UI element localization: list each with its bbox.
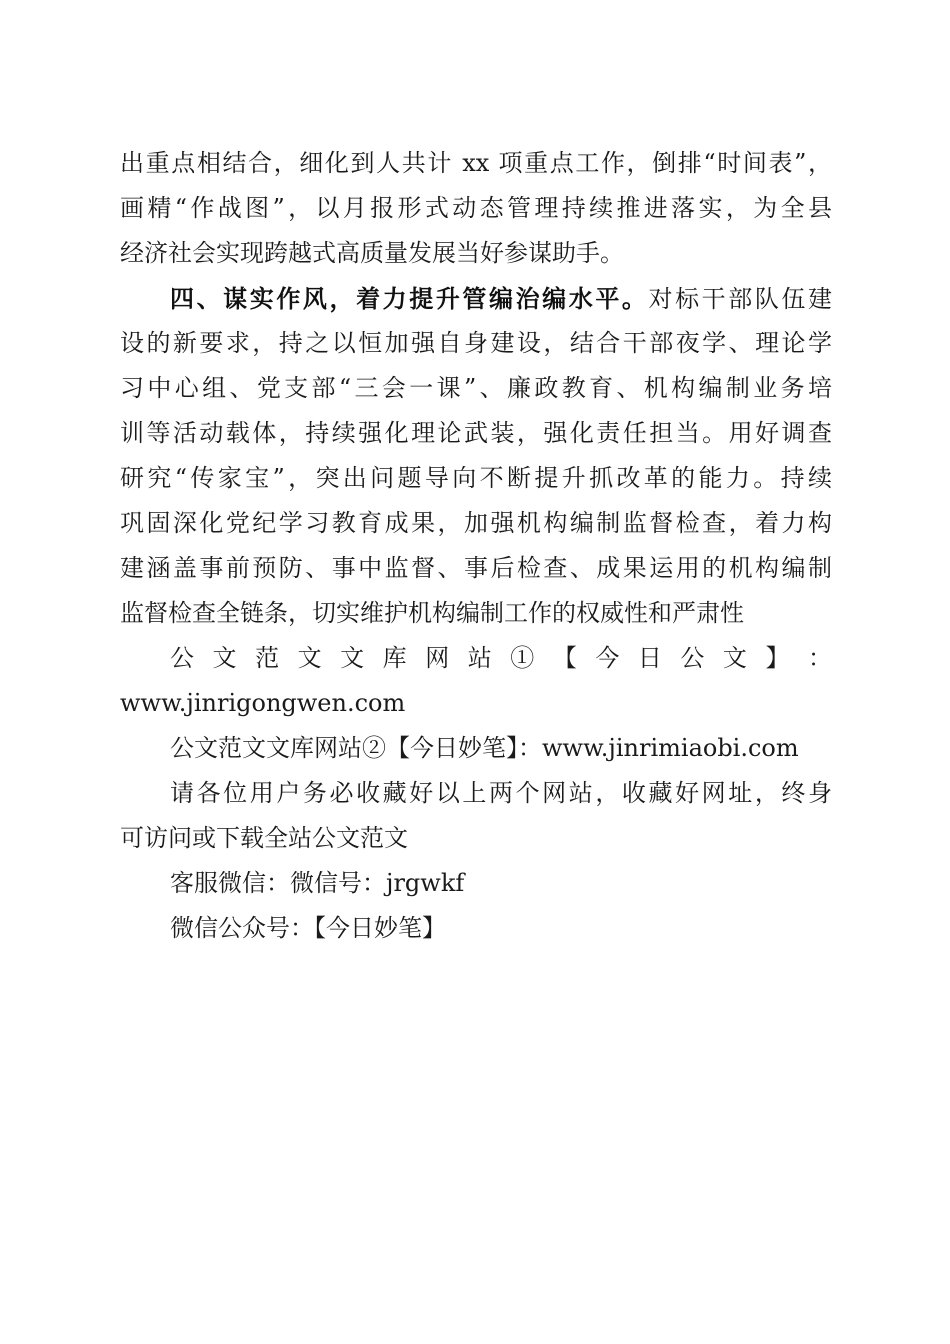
website-1-url: www.jinrigongwen.com	[120, 689, 406, 717]
notice-line-1: 请各位用户务必收藏好以上两个网站，收藏好网址，终身	[170, 779, 832, 807]
website-1-label: 公 文 范 文 文 库 网 站 ① 【 今 日 公 文 】 ：	[170, 644, 832, 672]
paragraph-2-line-1-rest: 对标干部队伍建	[648, 285, 832, 313]
paragraph-2-line-3: 习中心组、党支部“三会一课”、廉政教育、机构编制业务培	[120, 374, 832, 402]
paragraph-1-line-1: 出重点相结合，细化到人共计 xx 项重点工作，倒排“时间表”，	[120, 149, 832, 177]
website-2-line: 公文范文文库网站②【今日妙笔】：www.jinrimiaobi.com	[170, 734, 799, 762]
customer-service-wechat: 客服微信：微信号：jrgwkf	[170, 869, 465, 897]
paragraph-2-line-5: 研究“传家宝”，突出问题导向不断提升抓改革的能力。持续	[120, 464, 832, 492]
paragraph-2-line-6: 巩固深化党纪学习教育成果，加强机构编制监督检查，着力构	[120, 509, 832, 537]
paragraph-2-line-7: 建涵盖事前预防、事中监督、事后检查、成果运用的机构编制	[120, 554, 832, 582]
paragraph-1-line-3: 经济社会实现跨越式高质量发展当好参谋助手。	[120, 239, 624, 267]
paragraph-2-line-1	[170, 284, 832, 314]
paragraph-2-line-4: 训等活动载体，持续强化理论武装，强化责任担当。用好调查	[120, 419, 832, 447]
paragraph-1-line-2: 画精“作战图”，以月报形式动态管理持续推进落实，为全县	[120, 194, 832, 222]
notice-line-2: 可访问或下载全站公文范文	[120, 824, 408, 852]
wechat-official-account: 微信公众号：【今日妙笔】	[170, 914, 446, 942]
paragraph-2-line-8: 监督检查全链条，切实维护机构编制工作的权威性和严肃性	[120, 599, 744, 627]
paragraph-2-line-2: 设的新要求，持之以恒加强自身建设，结合干部夜学、理论学	[120, 329, 832, 357]
section-heading: 四、谋实作风，着力提升管编治编水平。	[170, 285, 649, 313]
